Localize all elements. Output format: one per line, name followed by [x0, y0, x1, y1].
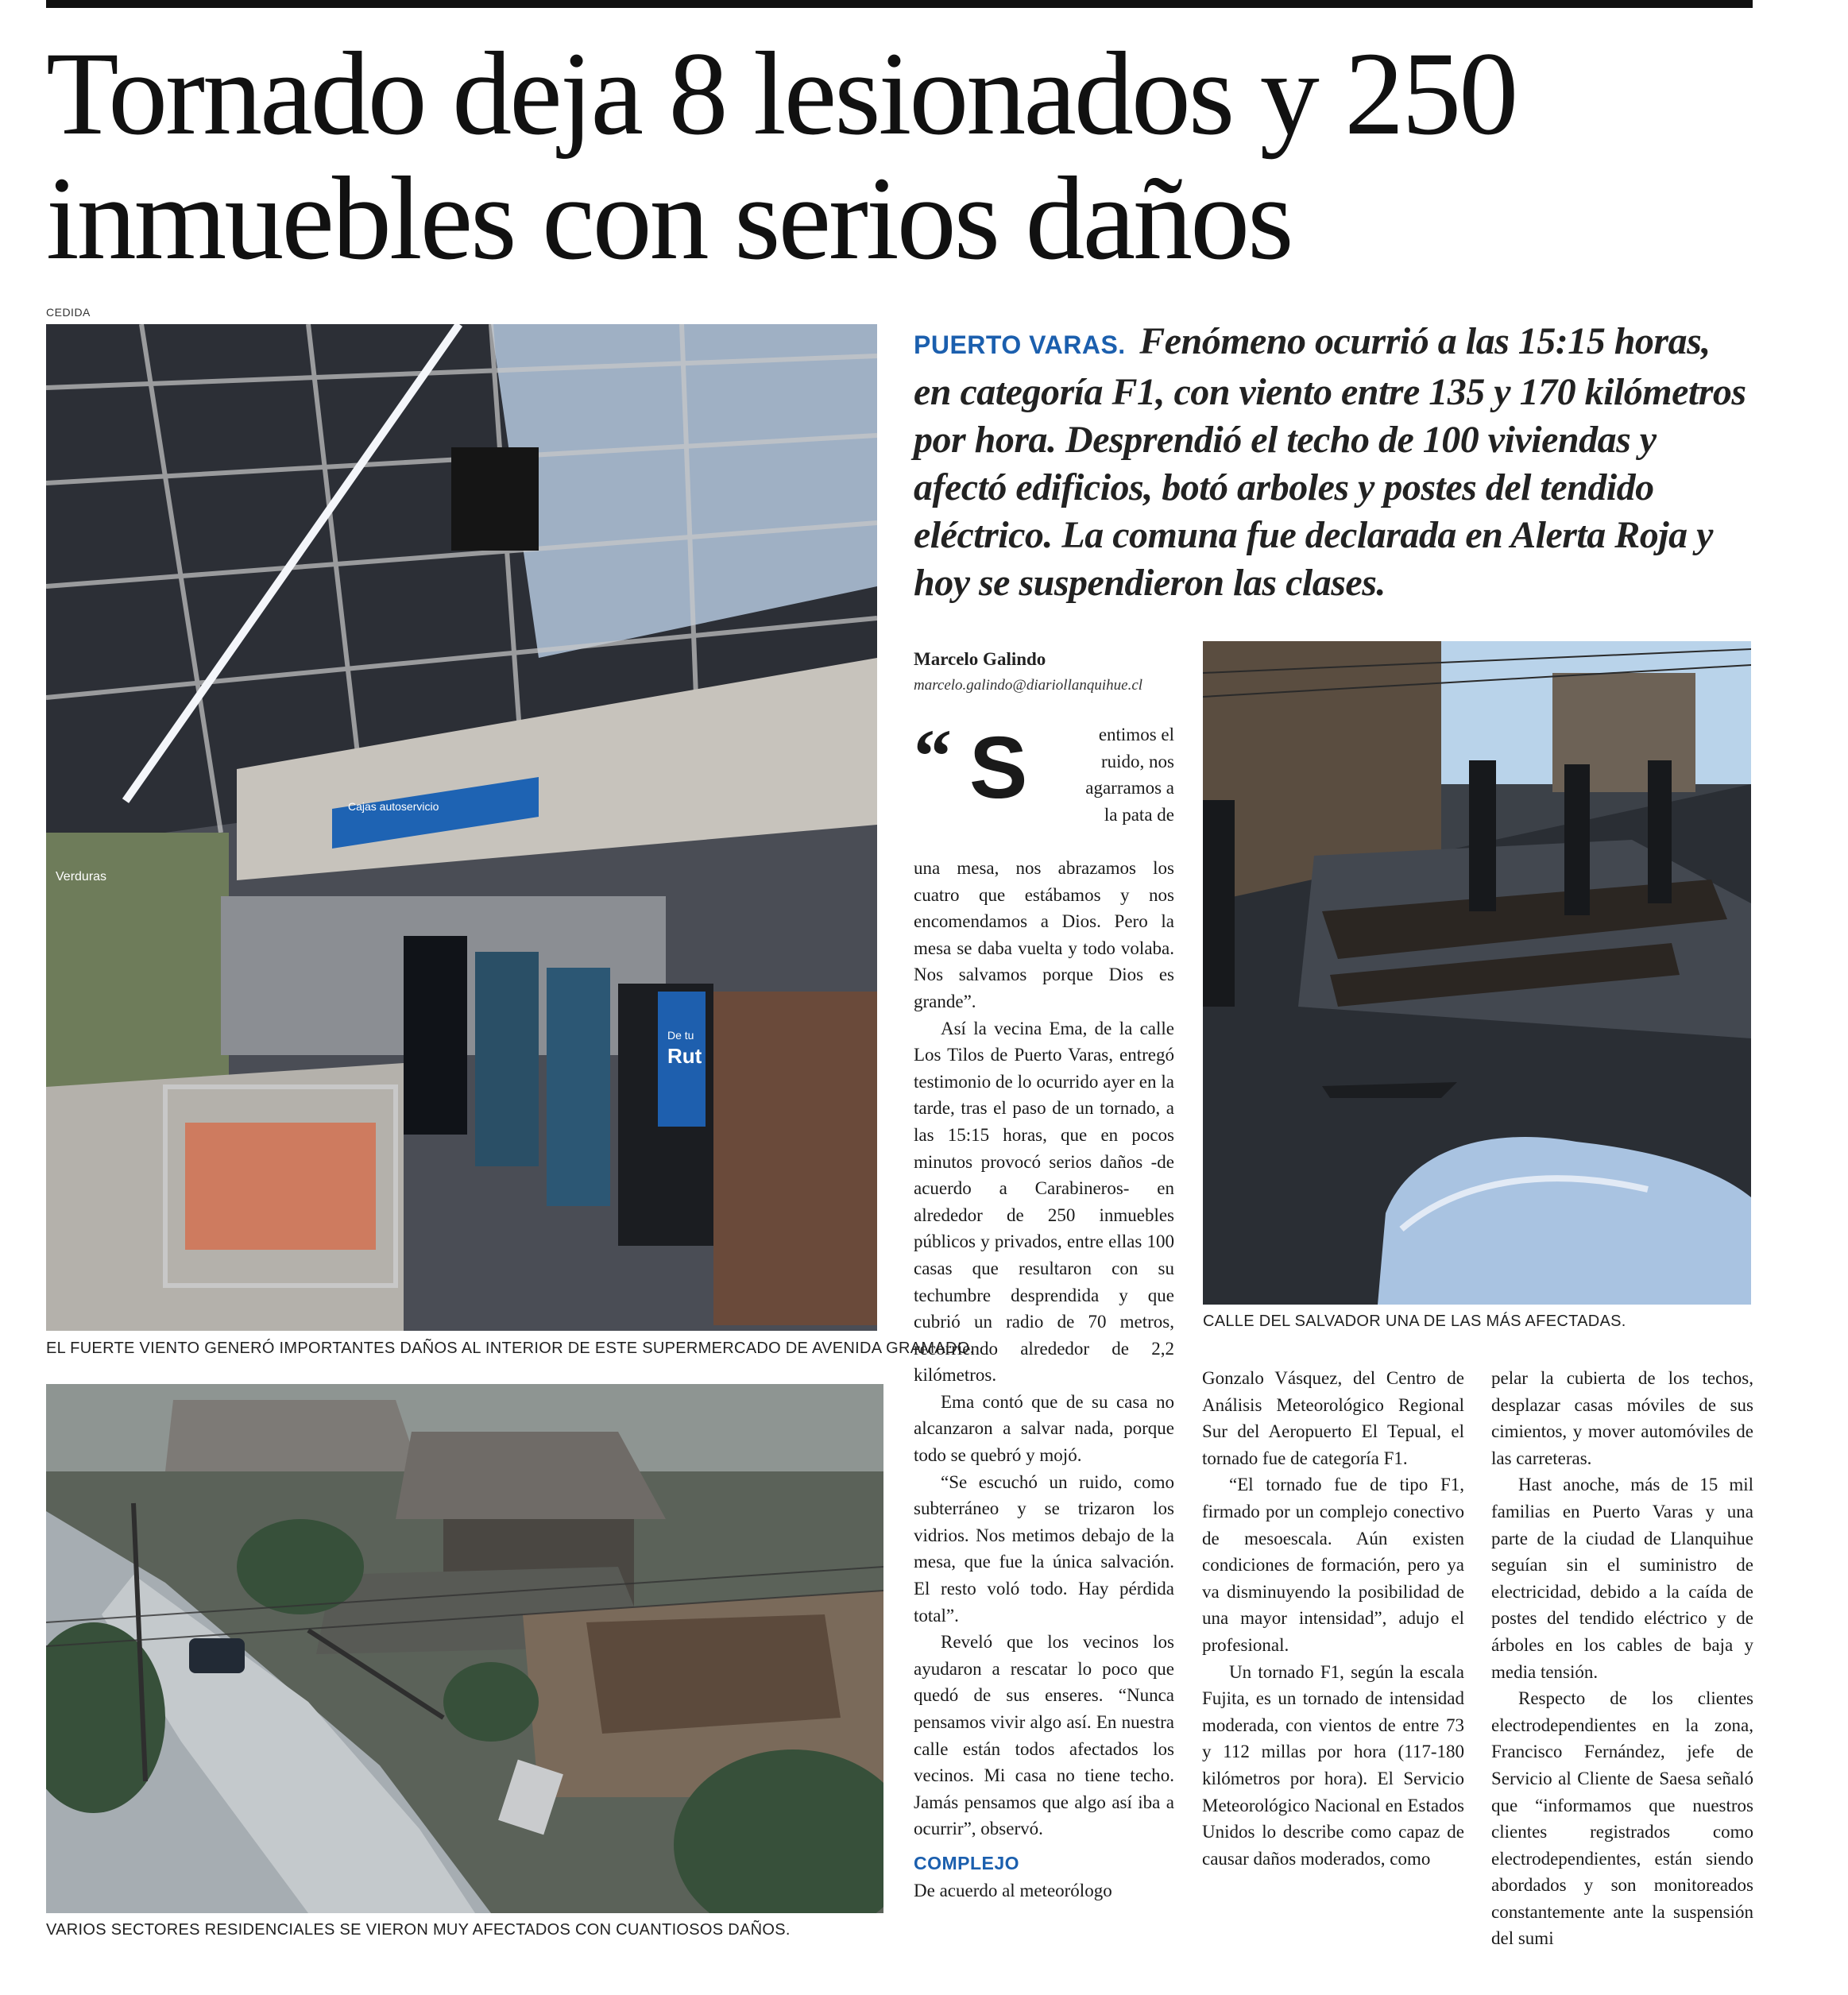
top-rule [46, 0, 1753, 8]
drop-line: la pata de [1104, 804, 1174, 825]
lede [914, 318, 1756, 607]
paragraph: una mesa, nos abrazamos los cuatro que estábamos y nos encomendamos a Dios. Pero la mesa se daba vuelta y todo volaba. Nos salvamos porque Dios es grande”. [914, 858, 1174, 1011]
paragraph: Hast anoche, más de 15 mil familias en Puerto Varas y una parte de la ciudad de Llanquihue seguían sin el suministro de electricidad, debido a la caída de postes del tendido eléctrico y de árboles en los cables de baja y media tensión. [1491, 1475, 1753, 1682]
photo-credit: CEDIDA [46, 306, 91, 319]
drop-cap-block [914, 713, 1174, 855]
drop-line: entimos el [1098, 725, 1174, 744]
paragraph: Un tornado F1, según la escala Fujita, es un tornado de intensidad moderada, con vientos de entre 73 y 112 millas por hora (117-180 kilómetros por hora). El Servicio Meteorológico Nacional en Estados Unidos lo describe como capaz de causar daños moderados, como [1202, 1661, 1464, 1869]
caption-street: CALLE DEL SALVADOR UNA DE LAS MÁS AFECTADAS. [1203, 1313, 1626, 1330]
opening-quote: “ [914, 713, 952, 798]
lede-location: PUERTO VARAS. [914, 331, 1126, 359]
byline-author: Marcelo Galindo [914, 649, 1046, 669]
club-sign-rut: Rut [667, 1044, 702, 1068]
paragraph: “Se escuchó un ruido, como subterráneo y se trizaron los vidrios. Nos metimos debajo de la mesa, que fue la única salvación. El resto voló todo. Hay pérdida total”. [914, 1471, 1174, 1626]
paragraph: De acuerdo al meteorólogo [914, 1880, 1112, 1900]
drop-cap-letter: S [969, 719, 1028, 817]
paragraph: Respecto de los clientes electrodependientes en la zona, Francisco Fernández, jefe de Servicio al Cliente de Saesa señaló que “informamos que nuestros clientes registrados como electrodependientes, están siendo abordados y son monitoreados constantemente ante la suspensión del sumi [1491, 1688, 1753, 1949]
caption-residential: VARIOS SECTORES RESIDENCIALES SE VIERON MUY AFECTADOS CON CUANTIOSOS DAÑOS. [46, 1921, 791, 1939]
headline: Tornado deja 8 lesionados y 250 inmuebles con serios daños [46, 28, 1517, 284]
lede-text: Fenómeno ocurrió a las 15:15 horas, en categoría F1, con viento entre 135 y 170 kilómetros por hora. Desprendió el techo de 100 viviendas y afectó edificios, botó arboles y postes del tendido eléctrico. La comuna fue declarada en Alerta Roja y hoy se suspendieron las clases. [914, 320, 1746, 604]
article-column-1 [914, 713, 1174, 1904]
residential-photo [46, 1384, 883, 1913]
paragraph: pelar la cubierta de los techos, desplazar casas móviles de sus cimientos, y mover automóviles de las carreteras. [1491, 1368, 1753, 1468]
paragraph: Gonzalo Vásquez, del Centro de Análisis Meteorológico Regional Sur del Aeropuerto El Tepual, el tornado fue de categoría F1. [1202, 1368, 1464, 1468]
paragraph: Ema contó que de su casa no alcanzaron a salvar nada, porque todo se quebró y mojó. [914, 1391, 1174, 1466]
paragraph: Reveló que los vecinos los ayudaron a rescatar lo poco que quedó de sus enseres. “Nunca pensamos vivir algo así. En nuestra calle están todos afectados los vecinos. Mi casa no tiene techo. Jamás pensamos que algo así iba a ocurrir”, observó. [914, 1632, 1174, 1839]
caption-supermarket: EL FUERTE VIENTO GENERÓ IMPORTANTES DAÑOS AL INTERIOR DE ESTE SUPERMERCADO DE AVENIDA GRAMADO. [46, 1340, 975, 1357]
byline-email[interactable]: marcelo.galindo@diariollanquihue.cl [914, 677, 1143, 694]
article-column-2 [1202, 1365, 1464, 1872]
club-sign-top: De tu [667, 1029, 694, 1042]
article-column-3 [1491, 1365, 1753, 1952]
street-photo [1203, 641, 1751, 1305]
drop-cap-lines [1071, 721, 1174, 828]
drop-line: ruido, nos [1101, 751, 1174, 771]
verduras-sign: Verduras [56, 870, 107, 883]
cajas-sign: Cajas autoservicio [348, 800, 439, 813]
subhead: COMPLEJO [914, 1852, 1020, 1873]
paragraph: Así la vecina Ema, de la calle Los Tilos de Puerto Varas, entregó testimonio de lo ocurrido ayer en la tarde, tras el paso de un tornado, a las 15:15 horas, que en pocos minutos provocó serios daños -de acuerdo a Carabineros- en alrededor de 250 inmuebles públicos y privados, entre ellas 100 casas que resultaron con su techumbre desprendida y que cubrió un radio de 70 metros, recorriendo alrededor de 2,2 kilómetros. [914, 1018, 1174, 1386]
paragraph: “El tornado fue de tipo F1, firmado por un complejo conectivo de mesoescala. Aún existen condiciones de formación, pero ya va disminuyendo la posibilidad de una mayor intensidad”, adujo el profesional. [1202, 1475, 1464, 1655]
drop-line: agarramos a [1085, 778, 1174, 798]
supermarket-photo [46, 324, 877, 1331]
